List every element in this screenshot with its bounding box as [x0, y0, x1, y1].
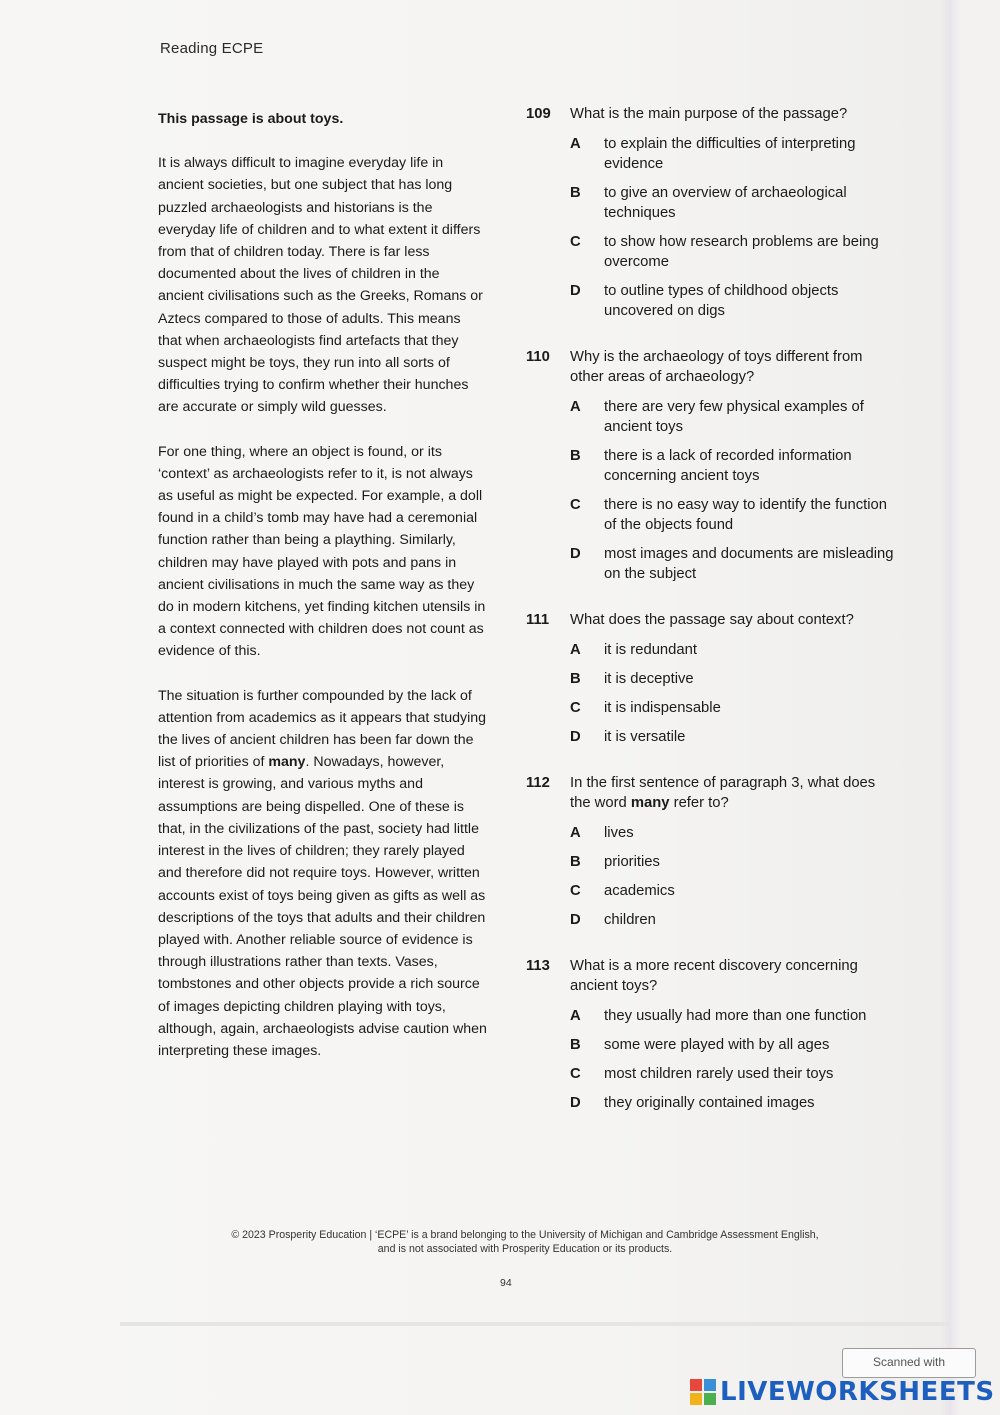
- option-letter: D: [570, 729, 581, 745]
- option-text: priorities: [604, 854, 660, 870]
- option-letter: A: [570, 136, 581, 152]
- passage-paragraph-3: [158, 685, 488, 1062]
- option-d[interactable]: [570, 544, 896, 584]
- question-109: [526, 104, 896, 321]
- option-a[interactable]: [570, 823, 896, 843]
- option-text: to give an overview of archaeological techniques: [604, 185, 847, 221]
- option-text: most children rarely used their toys: [604, 1066, 834, 1082]
- option-text: it is deceptive: [604, 671, 694, 687]
- passage-paragraph-2: For one thing, where an object is found, or its ‘context’ as archaeologists refer to it, is not always as useful as might be expected. For example, a doll found in a child’s tomb may have had a ceremonial function rather than being a plaything. Similarly, children may have played with pots and pans in ancient civilisations in much the same way as they do in modern kitchens, yet finding kitchen utensils in a context connected with children does not count as evidence of this.: [158, 443, 486, 660]
- option-b[interactable]: [570, 1035, 896, 1055]
- question-number: 110: [526, 349, 550, 365]
- question-bold-word: many: [630, 795, 670, 811]
- option-letter: D: [570, 1095, 581, 1111]
- option-text: children: [604, 912, 656, 928]
- question-text-end: refer to?: [669, 795, 729, 811]
- option-d[interactable]: [570, 1093, 896, 1113]
- option-d[interactable]: [570, 727, 896, 747]
- liveworksheets-icon: [690, 1379, 716, 1405]
- option-text: academics: [604, 883, 675, 899]
- option-a[interactable]: [570, 1006, 896, 1026]
- option-text: to explain the difficulties of interpreting evidence: [604, 136, 856, 172]
- option-a[interactable]: [570, 397, 896, 437]
- option-letter: C: [570, 883, 581, 899]
- paragraph-3-text-start: The situation is further compounded by the lack of attention from academics as it appears that studying the lives of ancient children has been far down the list of priorities of: [158, 687, 487, 771]
- question-text: What is the main purpose of the passage?: [570, 106, 848, 122]
- question-text: What does the passage say about context?: [570, 612, 854, 628]
- copyright-footer: [150, 1228, 900, 1256]
- option-letter: D: [570, 546, 581, 562]
- question-text: [570, 773, 896, 813]
- option-letter: B: [570, 854, 581, 870]
- option-text: some were played with by all ages: [604, 1037, 830, 1053]
- question-113: [526, 956, 896, 1113]
- liveworksheets-wordmark: LIVEWORKSHEETS: [720, 1377, 995, 1407]
- page-header: Reading ECPE: [160, 40, 264, 57]
- question-number: 112: [526, 775, 550, 791]
- option-c[interactable]: [570, 881, 896, 901]
- logo-square-yellow: [690, 1393, 702, 1405]
- option-b[interactable]: [570, 183, 896, 223]
- page-number: 94: [500, 1277, 512, 1289]
- option-a[interactable]: [570, 640, 896, 660]
- option-text: they usually had more than one function: [604, 1008, 867, 1024]
- logo-square-blue: [704, 1379, 716, 1391]
- logo-square-green: [704, 1393, 716, 1405]
- question-number: 111: [526, 612, 550, 628]
- question-number: 109: [526, 106, 551, 122]
- option-a[interactable]: [570, 134, 896, 174]
- option-b[interactable]: [570, 669, 896, 689]
- footer-line-1: © 2023 Prosperity Education | ‘ECPE’ is a brand belonging to the University of Michigan and Cambridge Assessment English,: [231, 1229, 819, 1241]
- logo-square-red: [690, 1379, 702, 1391]
- option-b[interactable]: [570, 446, 896, 486]
- option-text: to outline types of childhood objects uncovered on digs: [604, 283, 839, 319]
- option-b[interactable]: [570, 852, 896, 872]
- option-letter: D: [570, 283, 581, 299]
- passage-title: This passage is about toys.: [158, 111, 344, 127]
- option-text: there are very few physical examples of ancient toys: [604, 399, 864, 435]
- footer-line-2: and is not associated with Prosperity Education or its products.: [377, 1243, 673, 1255]
- option-text: to show how research problems are being overcome: [604, 234, 879, 270]
- option-letter: B: [570, 185, 581, 201]
- question-text: What is a more recent discovery concerning ancient toys?: [570, 958, 858, 994]
- option-letter: C: [570, 234, 581, 250]
- option-letter: A: [570, 1008, 581, 1024]
- option-text: it is versatile: [604, 729, 686, 745]
- option-letter: A: [570, 399, 581, 415]
- option-text: there is no easy way to identify the function of the objects found: [604, 497, 887, 533]
- option-text: it is redundant: [604, 642, 697, 658]
- option-letter: B: [570, 671, 581, 687]
- option-c[interactable]: [570, 232, 896, 272]
- page-edge-shadow: [120, 1322, 950, 1326]
- option-c[interactable]: [570, 698, 896, 718]
- question-number: 113: [526, 958, 550, 974]
- option-text: there is a lack of recorded information concerning ancient toys: [604, 448, 852, 484]
- paragraph-3-bold-word: many: [268, 754, 306, 771]
- question-text-start: In the first sentence of paragraph 3, what does the word: [570, 775, 876, 811]
- question-112: [526, 773, 896, 930]
- option-letter: B: [570, 448, 581, 464]
- option-d[interactable]: [570, 910, 896, 930]
- paragraph-3-text-end: . Nowadays, however, interest is growing, and various myths and assumptions are being dispelled. One of these is that, in the civilizations of the past, society had little interest in the lives of children; they rarely played and therefore did not require toys. However, written accounts exist of toys being given as gifts as well as descriptions of the toys that adults and their children played with. Another reliable source of evidence is through illustrations rather than texts. Vases, tombstones and other objects provide a rich source of images depicting children playing with toys, although, again, archaeologists advise caution when interpreting these images.: [158, 754, 487, 1059]
- scanner-badge: Scanned with: [842, 1348, 976, 1378]
- option-letter: A: [570, 825, 581, 841]
- option-letter: C: [570, 1066, 581, 1082]
- reading-passage: [158, 108, 488, 1084]
- option-text: they originally contained images: [604, 1095, 815, 1111]
- option-d[interactable]: [570, 281, 896, 321]
- option-text: it is indispensable: [604, 700, 721, 716]
- option-letter: D: [570, 912, 581, 928]
- question-111: [526, 610, 896, 747]
- option-letter: C: [570, 700, 581, 716]
- option-text: most images and documents are misleading on the subject: [604, 546, 894, 582]
- passage-paragraph-1: It is always difficult to imagine everyday life in ancient societies, but one subject that has long puzzled archaeologists and historians is the everyday life of children and to what extent it differs from that of children today. There is far less documented about the lives of children in the ancient civilisations such as the Greeks, Romans or Aztecs compared to those of adults. This means that when archaeologists find artefacts that they suspect might be toys, they run into all sorts of difficulties trying to confirm whether their hunches are accurate or simply wild guesses.: [158, 155, 483, 416]
- option-c[interactable]: [570, 495, 896, 535]
- question-list: [526, 104, 896, 1139]
- option-c[interactable]: [570, 1064, 896, 1084]
- option-letter: B: [570, 1037, 581, 1053]
- option-letter: A: [570, 642, 581, 658]
- option-letter: C: [570, 497, 581, 513]
- option-text: lives: [604, 825, 634, 841]
- liveworksheets-logo[interactable]: [690, 1374, 995, 1410]
- question-text: Why is the archaeology of toys different from other areas of archaeology?: [570, 349, 863, 385]
- question-110: [526, 347, 896, 584]
